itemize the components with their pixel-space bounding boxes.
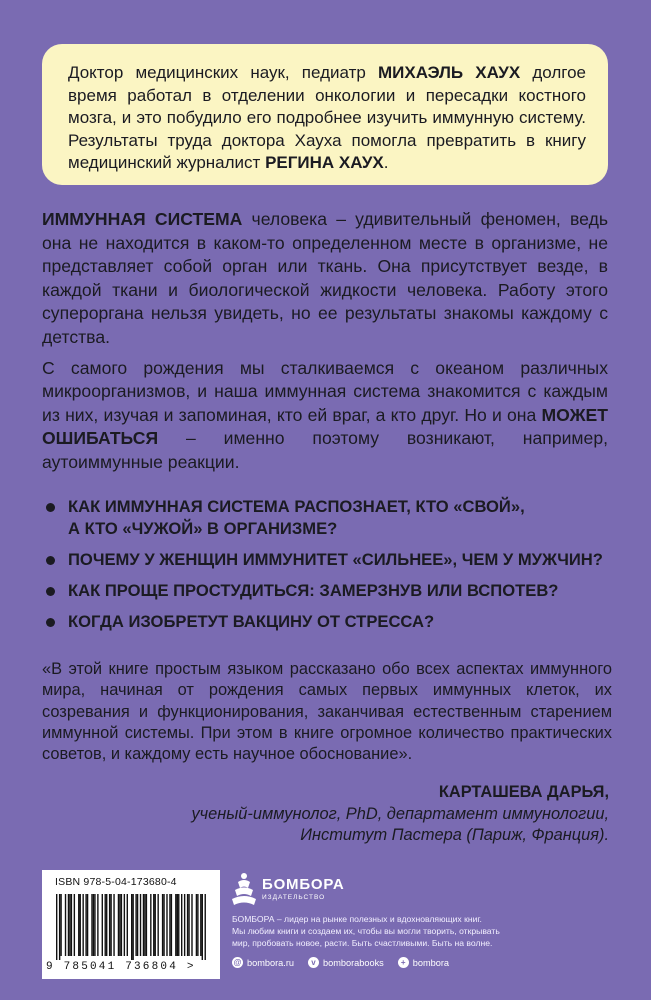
bombora-logo-icon [232,872,256,906]
immune-system-heading: ИММУННАЯ СИСТЕМА [42,209,243,229]
author-info-box [42,44,608,185]
social-vk-label: bomborabooks [322,957,384,968]
globe-icon: @ [233,957,242,967]
author-info-part3: . [383,153,389,172]
social-website [232,957,294,968]
description-paragraph-1 [42,208,608,350]
description-p2-text-a: С самого рождения мы сталкиваемся с океаном различных микроорганизмов, и наша иммунная система знакомится с каждым из них, изучая и запоминая, кто ей враг, а кто друг. Но и она [42,357,608,425]
question-4: КОГДА ИЗОБРЕТУТ ВАКЦИНУ ОТ СТРЕССА? [68,612,435,631]
quote-attribution [191,782,609,847]
telegram-icon: + [398,957,409,968]
author-info-part2: долгое время работал в отделении онкологии и пересадки костного мозга, и это побудило его подробнее изучить иммунную систему. Результаты труда доктора Хауха помогла превратить в книгу медицинский журналист [68,63,586,172]
publisher-desc-line-3: мир, пробовать новое, расти. Быть счастливыми. Быть на волне. [232,938,493,948]
description-paragraph-2 [42,357,608,475]
question-item [46,580,616,602]
questions-list [46,496,616,642]
social-vk [308,957,384,968]
publisher-name: БОМБОРА [262,875,345,893]
isbn-number: ISBN 978-5-04-173680-4 [55,876,177,888]
publisher-block [232,872,612,968]
review-quote: «В этой книге простым языком рассказано обо всех аспектах иммунного мира, начиная от рождения самых первых иммунных клеток, их созревания и функционирования, заканчивая естественным старением иммунной системы. При этом в книге огромное количество практических советов, и каждому есть научное обоснование». [42,660,612,764]
social-links [232,957,612,968]
social-messenger [398,957,449,968]
question-2: ПОЧЕМУ У ЖЕНЩИН ИММУНИТЕТ «СИЛЬНЕЕ», ЧЕМ У МУЖЧИН? [68,550,603,569]
question-1-line-1: КАК ИММУННАЯ СИСТЕМА РАСПОЗНАЕТ, КТО «СВОЙ», [68,497,525,516]
may-err-bold: МОЖЕТ ОШИБАТЬСЯ [42,404,608,449]
question-item [46,496,616,540]
question-3: КАК ПРОЩЕ ПРОСТУДИТЬСЯ: ЗАМЕРЗНУВ ИЛИ ВСПОТЕВ? [68,581,559,600]
barcode-icon [56,894,206,960]
vk-icon: v [308,957,319,968]
social-website-label: bombora.ru [247,957,294,968]
barcode-digits: 9 785041 736804 > [46,961,196,973]
author-info-text [68,62,586,175]
description-p2-text-b: – именно поэтому возникают, например, аутоиммунные реакции. [42,428,608,472]
quote-author-name: КАРТАШЕВА ДАРЬЯ, [438,783,609,801]
quote-author-institution: Институт Пастера (Париж, Франция). [300,826,609,844]
barcode-box [42,870,220,979]
description-p1-text: человека – удивительный феномен, ведь она не находится в каком-то определенном месте в организме, не представляет собой орган или ткань. Она присутствует везде, в каждой ткани и биологической жидкости человека. Работу этого суперорганa нельзя увидеть, но ее результаты знакомы каждому с детства. [42,209,609,347]
question-1-line-2: А КТО «ЧУЖОЙ» В ОРГАНИЗМЕ? [68,519,338,538]
social-messenger-label: bombora [412,957,450,968]
publisher-description [232,913,612,949]
publisher-logo [232,872,612,906]
quote-author-role: ученый-иммунолог, PhD, департамент иммунологии, [191,804,609,823]
book-description [42,208,608,475]
publisher-subtitle: ИЗДАТЕЛЬСТВО [262,893,326,901]
publisher-desc-line-2: Мы любим книги и создаем их, чтобы вы могли творить, открывать [232,926,500,936]
publisher-desc-line-1: БОМБОРА – лидер на рынке полезных и вдохновляющих книг. [232,914,482,924]
author-name-regina: РЕГИНА ХАУХ [265,153,384,172]
author-info-part1: Доктор медицинских наук, педиатр [68,63,378,82]
question-item [46,549,616,571]
question-item [46,611,616,633]
author-name-mikhael: МИХАЭЛЬ ХАУХ [377,63,521,82]
